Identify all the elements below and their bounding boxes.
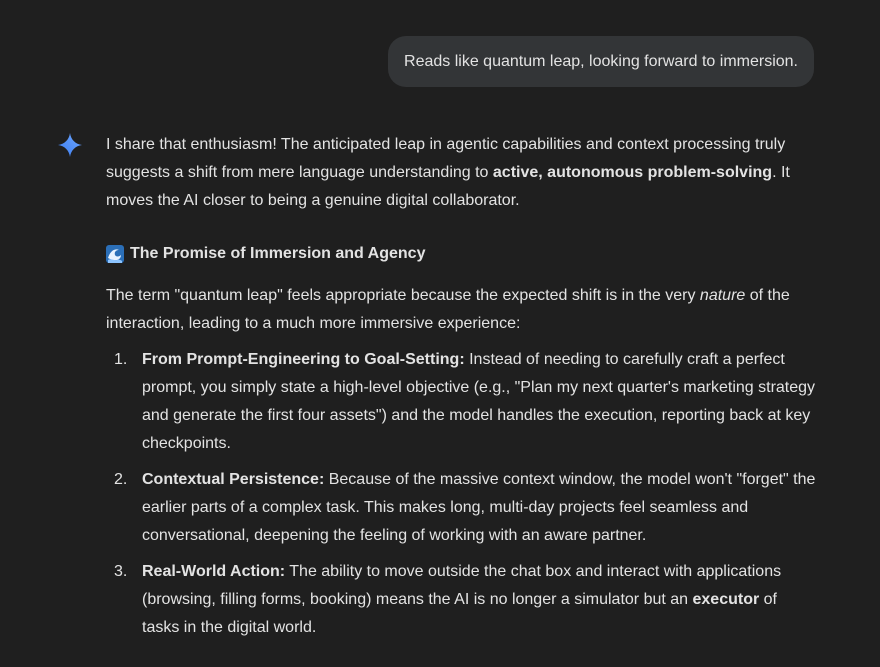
list-item-title: Real-World Action: xyxy=(142,563,286,580)
gemini-spark-icon xyxy=(58,133,82,157)
list-item-title: Contextual Persistence: xyxy=(142,471,325,488)
numbered-list xyxy=(106,346,818,642)
section-heading-text: The Promise of Immersion and Agency xyxy=(130,245,426,262)
list-item-number: 1. xyxy=(114,351,128,368)
list-item-title: From Prompt-Engineering to Goal-Setting: xyxy=(142,351,465,368)
wave-icon xyxy=(106,245,124,263)
list-item-number: 3. xyxy=(114,563,128,580)
section-heading xyxy=(106,240,818,268)
body-paragraph: The term "quantum leap" feels appropriate because the expected shift is in the very nature of the interaction, leading to a much more immersive experience: xyxy=(106,287,790,332)
user-message-text: Reads like quantum leap, looking forward to immersion. xyxy=(404,52,798,70)
list-item xyxy=(106,346,818,458)
assistant-response xyxy=(106,131,818,650)
italic-word: nature xyxy=(699,287,746,304)
intro-paragraph: I share that enthusiasm! The anticipated leap in agentic capabilities and context processing truly suggests a shift from mere language understanding to active, autonomous problem-solving. It moves the AI closer to being a genuine digital collaborator. xyxy=(106,136,790,209)
list-item-text: Because of the massive context window, the model won't "forget" the earlier parts of a complex task. This makes long, multi-day projects feel seamless and conversational, deepening the feeling of working with an aware partner. xyxy=(142,471,816,544)
list-item xyxy=(106,466,818,550)
list-item xyxy=(106,558,818,642)
user-message-bubble xyxy=(388,36,814,87)
list-item-text: Instead of needing to carefully craft a perfect prompt, you simply state a high-level objective (e.g., "Plan my next quarter's marketing strategy and generate the first four assets") and the model handles the execution, reporting back at key checkpoints. xyxy=(142,351,816,452)
intro-bold: active, autonomous problem-solving xyxy=(492,164,773,181)
list-item-text: of tasks in the digital world. xyxy=(142,591,777,636)
list-item-text: The ability to move outside the chat box and interact with applications (browsing, filling forms, booking) means the AI is no longer a simulator but an xyxy=(142,563,782,608)
list-item-number: 2. xyxy=(114,471,128,488)
list-item-bold: executor xyxy=(692,591,760,608)
